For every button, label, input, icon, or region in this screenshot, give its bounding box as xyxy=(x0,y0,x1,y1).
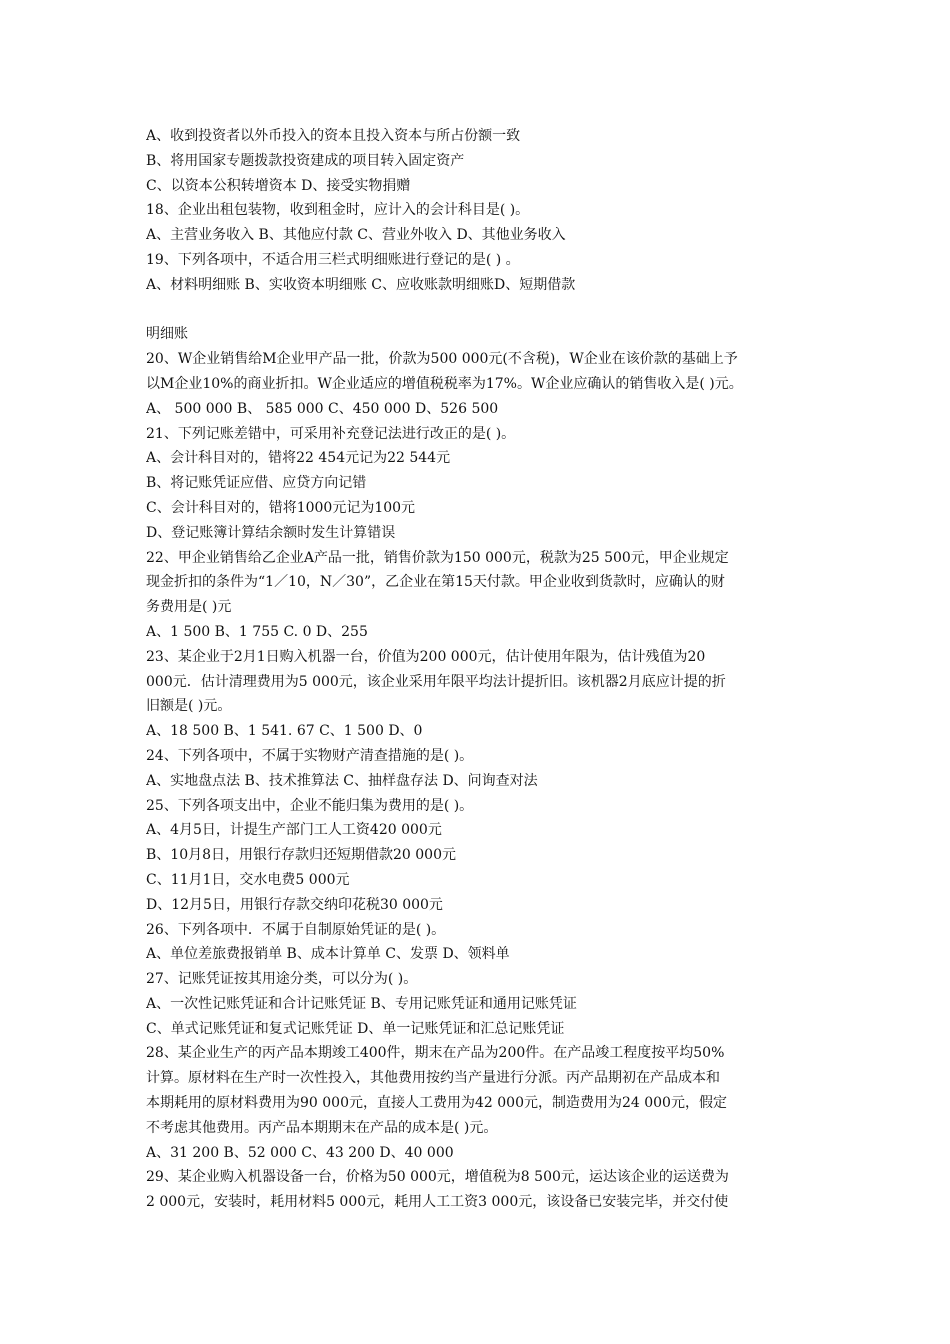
text-line: 19、下列各项中，不适合用三栏式明细账进行登记的是( ) 。 xyxy=(146,251,520,268)
text-line: A、主营业务收入 B、其他应付款 C、营业外收入 D、其他业务收入 xyxy=(146,227,566,244)
text-line: 20、W企业销售给M企业甲产品一批，价款为500 000元(不含税)，W企业在该价款的基础上予 xyxy=(146,351,738,368)
text-line: 27、记账凭证按其用途分类，可以分为( )。 xyxy=(146,971,418,988)
text-line: 计算。原材料在生产时一次性投入，其他费用按约当产量进行分派。丙产品期初在产品成本和 xyxy=(146,1070,720,1087)
text-line: 24、下列各项中，不属于实物财产清查措施的是( )。 xyxy=(146,747,474,764)
text-line: A、31 200 B、52 000 C、43 200 D、40 000 xyxy=(146,1144,454,1161)
text-line: 28、某企业生产的丙产品本期竣工400件，期末在产品为200件。在产品竣工程度按平均50% xyxy=(146,1045,725,1062)
text-line: A、4月5日，计提生产部门工人工资420 000元 xyxy=(146,822,442,839)
text-line: 29、某企业购入机器设备一台，价格为50 000元，增值税为8 500元，运达该企业的运送费为 xyxy=(146,1169,729,1186)
document-body xyxy=(146,124,810,1215)
text-line: B、将记账凭证应借、应贷方向记错 xyxy=(146,475,367,492)
text-line: D、12月5日，用银行存款交纳印花税30 000元 xyxy=(146,896,443,913)
text-line: 旧额是( )元。 xyxy=(146,698,232,715)
text-line: 现金折扣的条件为“1／10，N／30”，乙企业在第15天付款。甲企业收到货款时，应确认的财 xyxy=(146,574,725,591)
text-line: A、会计科目对的，错将22 454元记为22 544元 xyxy=(146,450,451,467)
text-line: 以M企业10%的商业折扣。W企业适应的增值税税率为17%。W企业应确认的销售收入是( )元。 xyxy=(146,375,743,392)
text-line: C、11月1日，交水电费5 000元 xyxy=(146,871,350,888)
text-line: 不考虑其他费用。丙产品本期期末在产品的成本是( )元。 xyxy=(146,1119,498,1136)
text-line: 22、甲企业销售给乙企业A产品一批，销售价款为150 000元，税款为25 500元，甲企业规定 xyxy=(146,549,729,566)
text-line: A、18 500 B、1 541. 67 C、1 500 D、0 xyxy=(146,723,423,740)
text-line: 26、下列各项中．不属于自制原始凭证的是( )。 xyxy=(146,921,446,938)
text-line: 21、下列记账差错中，可采用补充登记法进行改正的是( )。 xyxy=(146,425,516,442)
text-line: 明细账 xyxy=(146,326,188,343)
text-line: B、将用国家专题拨款投资建成的项目转入固定资产 xyxy=(146,152,465,169)
text-line: A、一次性记账凭证和合计记账凭证 B、专用记账凭证和通用记账凭证 xyxy=(146,995,577,1012)
text-line: 2 000元，安装时，耗用材料5 000元，耗用人工工资3 000元，该设备已安装完毕，并交付使 xyxy=(146,1194,729,1211)
text-line: 25、下列各项支出中，企业不能归集为费用的是( )。 xyxy=(146,797,474,814)
text-line: A、1 500 B、1 755 C. 0 D、255 xyxy=(146,623,368,640)
text-line: A、收到投资者以外币投入的资本且投入资本与所占份额一致 xyxy=(146,128,521,144)
text-line: 23、某企业于2月1日购入机器一台，价值为200 000元，估计使用年限为，估计残值为20 xyxy=(146,648,706,665)
text-line: C、单式记账凭证和复式记账凭证 D、单一记账凭证和汇总记账凭证 xyxy=(146,1020,565,1037)
text-line: D、登记账簿计算结余额时发生计算错误 xyxy=(146,524,396,541)
text-line: A、材料明细账 B、实收资本明细账 C、应收账款明细账D、短期借款 xyxy=(146,276,576,293)
text-line: 本期耗用的原材料费用为90 000元，直接人工费用为42 000元，制造费用为24 000元，假定 xyxy=(146,1095,727,1112)
blank-line xyxy=(146,298,810,323)
text-line: A、单位差旅费报销单 B、成本计算单 C、发票 D、领料单 xyxy=(146,946,510,963)
text-line: C、以资本公积转增资本 D、接受实物捐赠 xyxy=(146,177,411,194)
text-line: B、10月8日，用银行存款归还短期借款20 000元 xyxy=(146,847,456,864)
text-line: C、会计科目对的，错将1000元记为100元 xyxy=(146,499,416,516)
text-line: A、 500 000 B、 585 000 C、450 000 D、526 500 xyxy=(146,400,499,417)
text-line: A、实地盘点法 B、技术推算法 C、抽样盘存法 D、问询查对法 xyxy=(146,772,538,789)
text-line: 务费用是( )元 xyxy=(146,599,232,616)
text-line: 000元．估计清理费用为5 000元，该企业采用年限平均法计提折旧。该机器2月底应计提的折 xyxy=(146,673,726,690)
text-line: 18、企业出租包装物，收到租金时，应计入的会计科目是( )。 xyxy=(146,202,530,219)
